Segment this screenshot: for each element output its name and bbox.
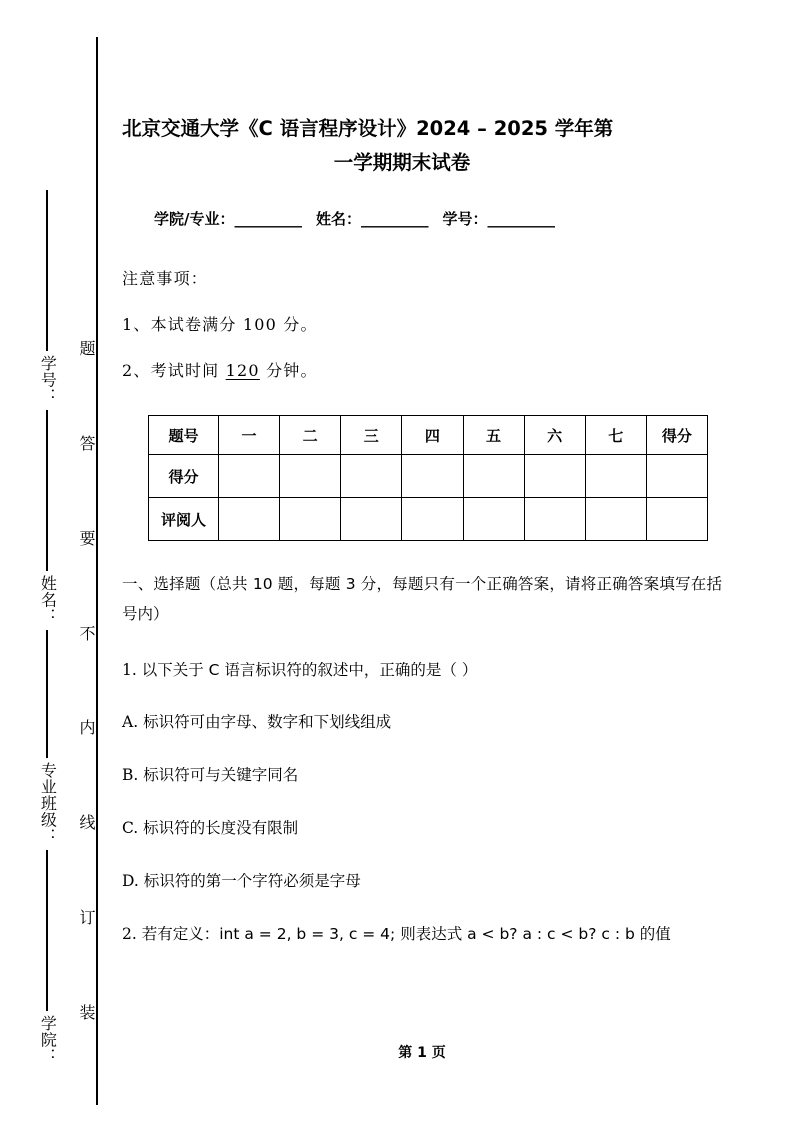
option-letter: D. [122, 871, 139, 890]
score-cell[interactable] [646, 455, 707, 498]
question-1-option-b[interactable] [122, 735, 722, 788]
score-table-header-cell: 六 [524, 416, 585, 455]
score-table-header-cell: 题号 [149, 416, 219, 455]
question-1-text: 以下关于 C 语言标识符的叙述中，正确的是（ ） [141, 660, 478, 679]
question-1-option-a[interactable] [122, 682, 722, 735]
info-blank-name[interactable]: _________ [361, 210, 429, 229]
score-table-header-cell: 五 [463, 416, 524, 455]
binding-warning-char: 要 [77, 529, 96, 546]
info-label-studentid: 学号： [442, 210, 488, 229]
student-info-vertical-column [24, 190, 70, 1070]
binding-margin [0, 0, 99, 1122]
info-label-college: 学院/专业： [154, 210, 235, 229]
option-letter: B. [122, 766, 139, 785]
score-table-header-cell: 二 [280, 416, 341, 455]
score-cell[interactable] [524, 455, 585, 498]
vertical-field-blank-line [46, 850, 48, 1011]
question-1-option-d[interactable] [122, 841, 722, 894]
option-text: 标识符的长度没有限制 [143, 819, 299, 838]
reviewer-cell[interactable] [341, 498, 402, 541]
score-table-header-cell: 七 [585, 416, 646, 455]
table-row [149, 455, 708, 498]
exam-title-line-1: 北京交通大学《C 语言程序设计》2024 – 2025 学年第 [122, 117, 614, 140]
notice-item-2-prefix: 2、考试时间 [122, 361, 226, 381]
vertical-field-label: 姓名： [38, 574, 58, 624]
score-cell[interactable] [463, 455, 524, 498]
notice-item-2 [122, 333, 722, 379]
notice-item-2-suffix: 分钟。 [259, 361, 318, 381]
vertical-field-zhuanyebanji [39, 630, 56, 850]
exam-page-body [122, 0, 722, 1122]
score-cell[interactable] [219, 455, 280, 498]
score-cell[interactable] [585, 455, 646, 498]
vertical-field-blank-line [46, 190, 48, 351]
table-row-header [149, 416, 708, 455]
question-1-number: 1. [122, 660, 137, 679]
exam-duration-value: 120 [225, 361, 260, 381]
question-2-text: 若有定义：int a = 2, b = 3, c = 4; 则表达式 a < b? a : c < b? c : b 的值 [141, 924, 671, 943]
score-table-header-cell: 三 [341, 416, 402, 455]
score-table-header-cell: 一 [219, 416, 280, 455]
info-blank-studentid[interactable]: _________ [487, 210, 556, 229]
binding-warning-char: 答 [77, 434, 96, 451]
score-row-label: 得分 [149, 455, 219, 498]
info-label-name: 姓名： [315, 210, 361, 229]
notice-heading: 注意事项： [122, 269, 209, 289]
vertical-field-label: 学院： [38, 1014, 58, 1064]
question-1 [122, 630, 722, 683]
binding-warning-vertical-text [74, 340, 98, 1020]
binding-warning-char: 内 [77, 719, 96, 736]
option-text: 标识符的第一个字符必须是字母 [143, 871, 361, 890]
reviewer-cell[interactable] [524, 498, 585, 541]
section-heading-1: 一、选择题（总共 10 题，每题 3 分，每题只有一个正确答案，请将正确答案填写在括号内） [122, 575, 722, 624]
reviewer-row-label: 评阅人 [149, 498, 219, 541]
option-letter: C. [122, 819, 139, 838]
score-cell[interactable] [402, 455, 463, 498]
vertical-field-xueyuan [39, 850, 56, 1070]
vertical-field-label: 专业班级： [38, 761, 58, 844]
question-2-number: 2. [122, 924, 137, 943]
binding-warning-char: 装 [77, 1003, 96, 1020]
reviewer-cell[interactable] [646, 498, 707, 541]
score-cell[interactable] [280, 455, 341, 498]
notice-item-1 [122, 287, 722, 333]
option-text: 标识符可由字母、数字和下划线组成 [143, 713, 392, 732]
question-2 [122, 894, 722, 947]
reviewer-cell[interactable] [585, 498, 646, 541]
vertical-field-blank-line [46, 630, 48, 758]
vertical-field-blank-line [46, 410, 48, 571]
score-table-header-cell: 得分 [646, 416, 707, 455]
option-text: 标识符可与关键字同名 [143, 766, 299, 785]
student-info-line [122, 180, 722, 229]
binding-warning-char: 不 [77, 624, 96, 641]
exam-title-line-2: 一学期期末试卷 [333, 151, 471, 175]
score-cell[interactable] [341, 455, 402, 498]
info-blank-college[interactable]: _________ [234, 210, 302, 229]
reviewer-cell[interactable] [219, 498, 280, 541]
reviewer-cell[interactable] [463, 498, 524, 541]
binding-warning-char: 题 [77, 340, 96, 356]
option-letter: A. [122, 713, 139, 732]
vertical-field-xingming [39, 410, 56, 630]
notice-item-1-text: 1、本试卷满分 100 分。 [122, 315, 318, 335]
binding-warning-char: 线 [77, 814, 96, 831]
score-table-header-cell: 四 [402, 416, 463, 455]
vertical-field-xuehao [39, 190, 56, 410]
question-1-option-c[interactable] [122, 788, 722, 841]
page-footer: 第 1 页 [398, 1045, 446, 1061]
page-title [122, 0, 722, 180]
reviewer-cell[interactable] [402, 498, 463, 541]
table-row [149, 498, 708, 541]
vertical-field-label: 学号： [38, 354, 58, 404]
binding-warning-char: 订 [77, 909, 96, 926]
reviewer-cell[interactable] [280, 498, 341, 541]
score-table [148, 415, 708, 541]
